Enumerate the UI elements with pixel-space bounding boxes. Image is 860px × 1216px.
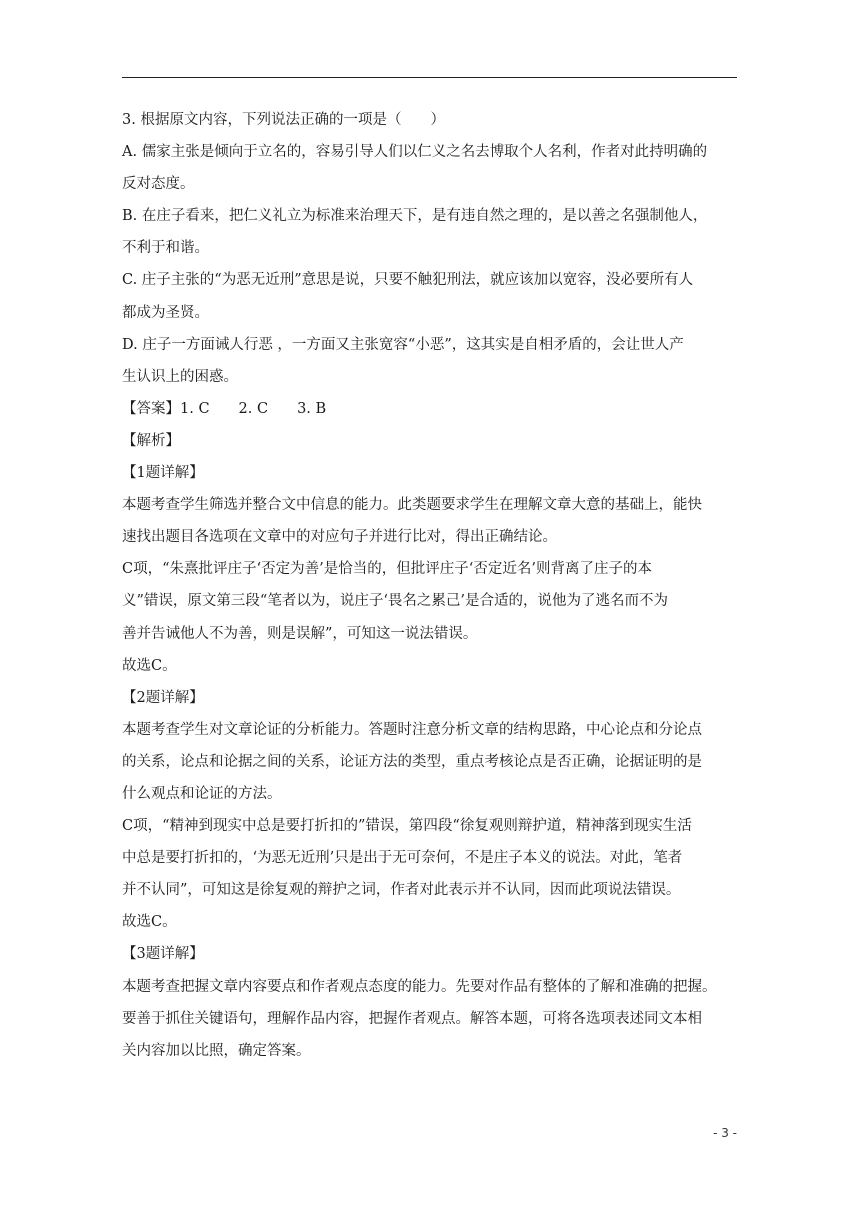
q1-detail-heading: 【1题详解】 [122, 465, 204, 482]
q1-choice: 故选C。 [122, 657, 177, 674]
option-a-line-1: A. 儒家主张是倾向于立名的，容易引导人们以仁义之名去博取个人名利，作者对此持明确的 [122, 144, 708, 161]
option-c-line-2: 都成为圣贤。 [122, 304, 209, 321]
q1-detail-line-2: 速找出题目各选项在文章中的对应句子并进行比对，得出正确结论。 [122, 529, 557, 546]
q1-detail-line-4: 义”错误，原文第三段“笔者以为，说庄子‘畏名之累己’是合适的，说他为了逃名而不为 [122, 593, 669, 610]
q3-detail-heading: 【3题详解】 [122, 946, 204, 963]
document-body [122, 104, 744, 1067]
q3-detail-line-2: 要善于抓住关键语句，理解作品内容，把握作者观点。解答本题，可将各选项表述同文本相 [122, 1010, 702, 1027]
option-b-line-2: 不利于和谐。 [122, 240, 209, 257]
q1-detail-line-1: 本题考查学生筛选并整合文中信息的能力。此类题要求学生在理解文章大意的基础上，能快 [122, 497, 702, 514]
q3-detail-line-3: 关内容加以比照，确定答案。 [122, 1042, 311, 1059]
q2-detail-line-1: 本题考查学生对文章论证的分析能力。答题时注意分析文章的结构思路，中心论点和分论点 [122, 721, 702, 738]
page-number: - 3 - [713, 1126, 737, 1140]
q2-detail-line-5: 中总是要打折扣的，‘为恶无近刑’只是出于无可奈何，不是庄子本义的说法。对此，笔者 [122, 850, 683, 867]
q3-detail-line-1: 本题考查把握文章内容要点和作者观点态度的能力。先要对作品有整体的了解和准确的把握。 [122, 978, 717, 995]
answer-line: 【答案】1. C 2. C 3. B [122, 400, 327, 417]
q2-detail-line-3: 什么观点和论证的方法。 [122, 785, 282, 802]
option-c-line-1: C. 庄子主张的“为恶无近刑”意思是说，只要不触犯刑法，就应该加以宽容，没必要所有人 [122, 272, 694, 289]
q2-detail-line-6: 并不认同”，可知这是徐复观的辩护之词，作者对此表示并不认同，因而此项说法错误。 [122, 882, 681, 899]
option-d-line-1: D. 庄子一方面诫人行恶 ，一方面又主张宽容“小恶”，这其实是自相矛盾的，会让世人产 [122, 336, 684, 353]
option-d-line-2: 生认识上的困惑。 [122, 368, 238, 385]
analysis-heading: 【解析】 [122, 432, 180, 449]
option-a-line-2: 反对态度。 [122, 176, 195, 193]
q1-detail-line-5: 善并告诫他人不为善，则是误解”，可知这一说法错误。 [122, 625, 478, 642]
question-3-stem: 3. 根据原文内容，下列说法正确的一项是（ ） [122, 112, 445, 128]
q2-detail-heading: 【2题详解】 [122, 689, 204, 706]
q2-detail-line-2: 的关系，论点和论据之间的关系，论证方法的类型，重点考核论点是否正确，论据证明的是 [122, 753, 702, 770]
q2-detail-line-4: C项，“精神到现实中总是要打折扣的”错误，第四段“徐复观则辩护道，精神落到现实生活 [122, 818, 692, 835]
header-rule [122, 77, 737, 78]
q2-choice: 故选C。 [122, 914, 177, 931]
q1-detail-line-3: C项，“朱熹批评庄子‘否定为善’是恰当的，但批评庄子‘否定近名’则背离了庄子的本 [122, 561, 652, 578]
option-b-line-1: B. 在庄子看来，把仁义礼立为标准来治理天下，是有违自然之理的，是以善之名强制他人， [122, 208, 708, 225]
